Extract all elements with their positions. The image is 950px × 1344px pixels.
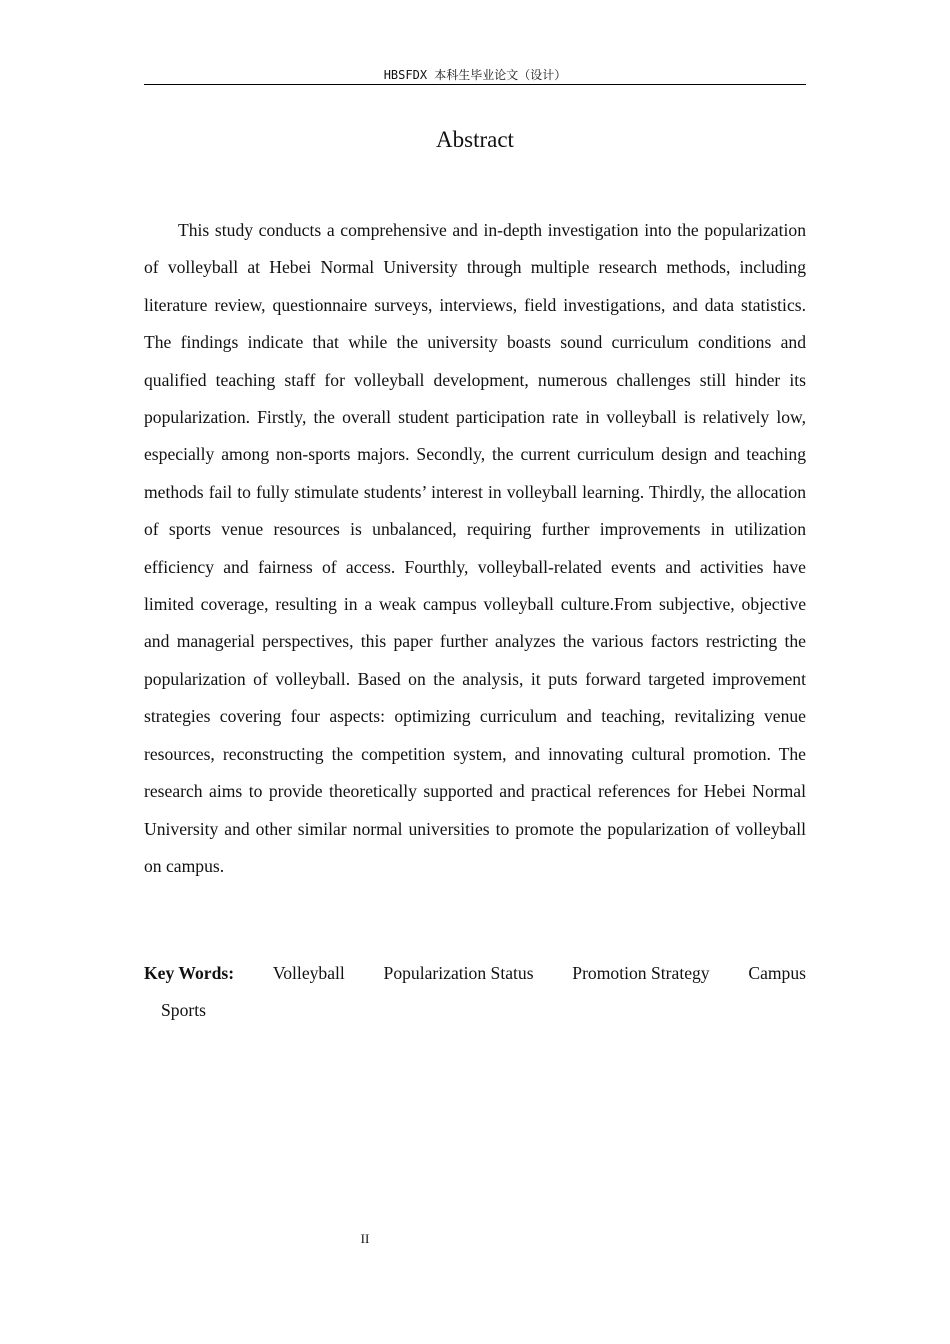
running-header: HBSFDX 本科生毕业论文（设计） — [144, 67, 806, 85]
keywords-label: Key Words: — [144, 963, 235, 983]
keyword-continuation: Sports — [161, 1000, 206, 1021]
keywords-section — [144, 955, 806, 1030]
keywords-row — [144, 955, 806, 992]
keyword-item: Promotion Strategy — [572, 963, 710, 983]
abstract-body: This study conducts a comprehensive and in-depth investigation into the popularization of volleyball at Hebei Normal University through multiple research methods, including literature review, questionnaire surveys, interviews, field investigations, and data statistics. The findings indicate that while the university boasts sound curriculum conditions and qualified teaching staff for volleyball development, numerous challenges still hinder its popularization. Firstly, the overall student participation rate in volleyball is relatively low, especially among non-sports majors. Secondly, the current curriculum design and teaching methods fail to fully stimulate students’ interest in volleyball learning. Thirdly, the allocation of sports venue resources is unbalanced, requiring further improvements in utilization efficiency and fairness of access. Fourthly, volleyball-related events and activities have limited coverage, resulting in a weak campus volleyball culture.From subjective, objective and managerial perspectives, this paper further analyzes the various factors restricting the popularization of volleyball. Based on the analysis, it puts forward targeted improvement strategies covering four aspects: optimizing curriculum and teaching, revitalizing venue resources, reconstructing the competition system, and innovating cultural promotion. The research aims to provide theoretically supported and practical references for Hebei Normal University and other similar normal universities to promote the popularization of volleyball on campus. — [144, 220, 806, 876]
page-number: II — [360, 1231, 370, 1246]
keyword-item: Volleyball — [272, 963, 345, 983]
abstract-title: Abstract — [436, 127, 514, 152]
keyword-item: Popularization Status — [383, 963, 534, 983]
keyword-item: Campus — [748, 963, 806, 983]
